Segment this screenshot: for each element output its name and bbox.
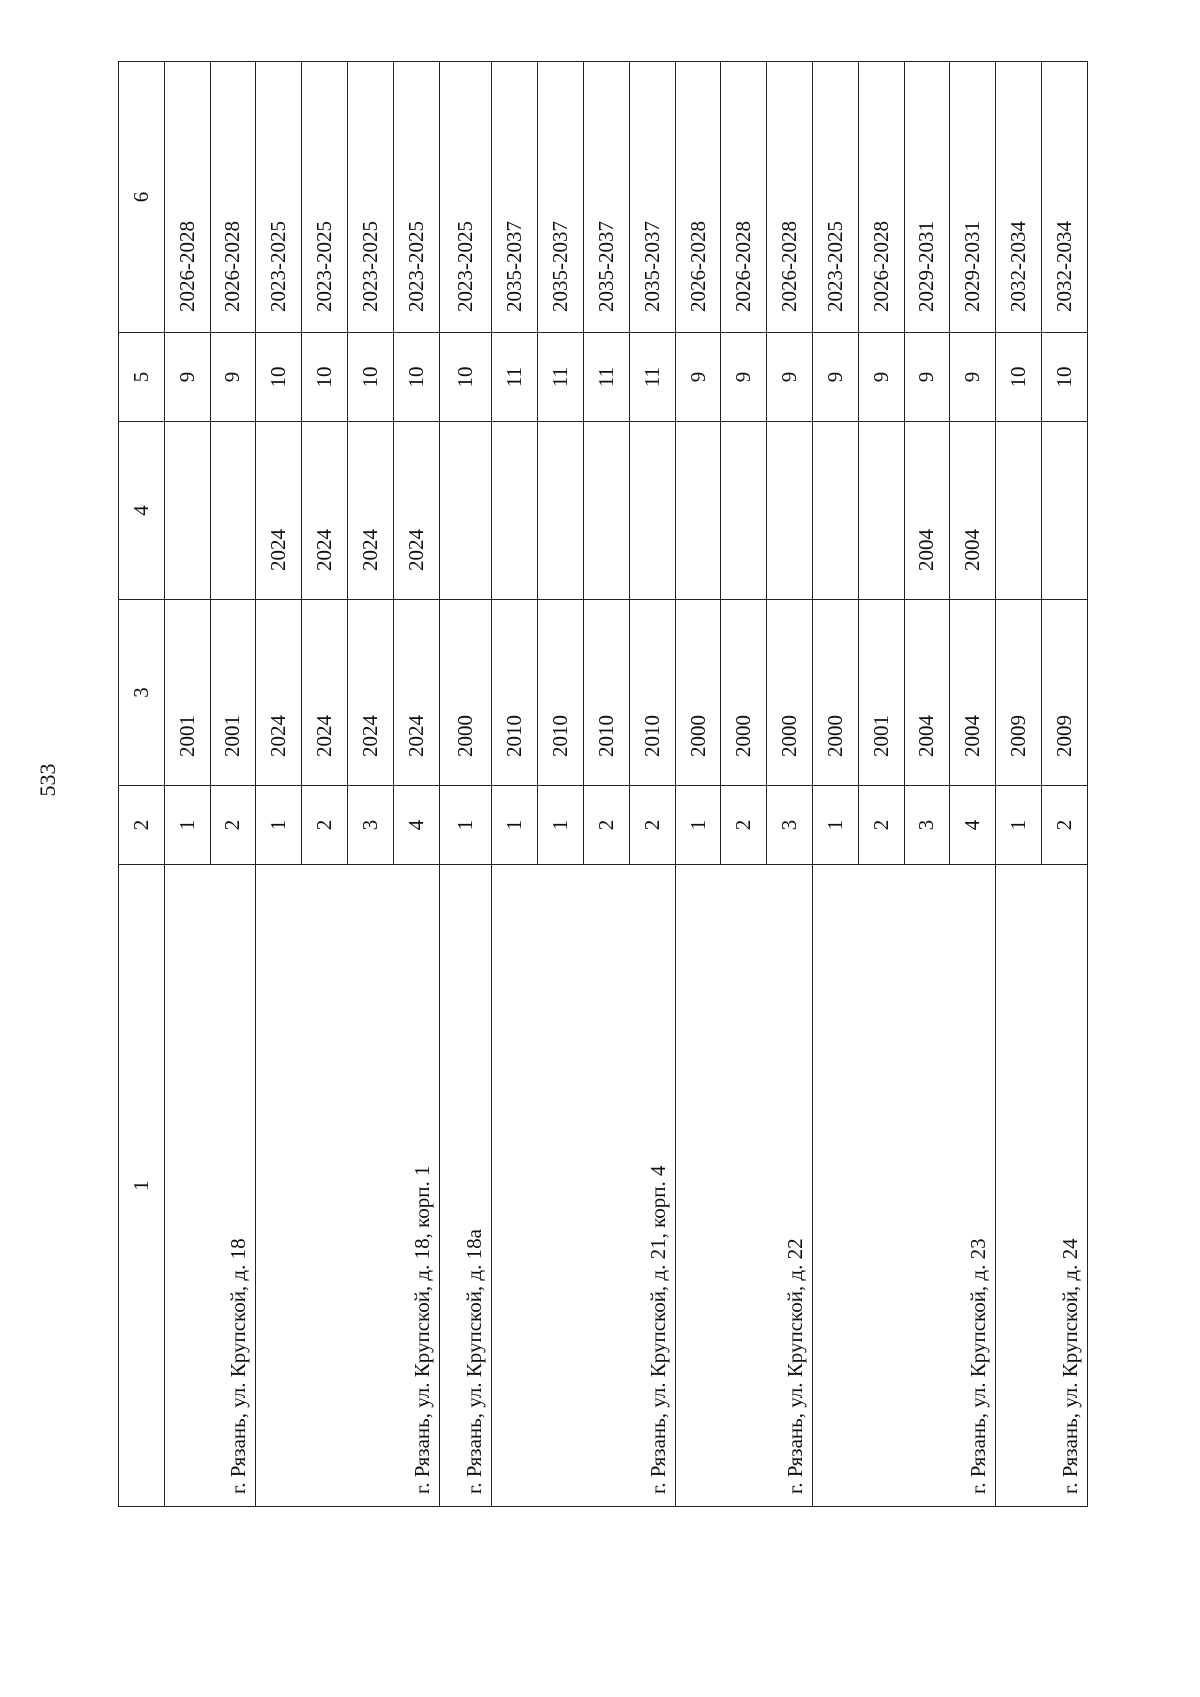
period-cell: 2026-2028	[721, 62, 767, 333]
col5-cell: 11	[492, 333, 538, 422]
col4-cell	[858, 422, 904, 600]
col5-cell: 10	[302, 333, 348, 422]
col5-cell: 9	[950, 333, 996, 422]
page-number: 533	[35, 763, 60, 797]
period-cell: 2035-2037	[492, 62, 538, 333]
col5-cell: 10	[996, 333, 1042, 422]
col4-cell	[164, 422, 210, 600]
col4-cell	[675, 422, 721, 600]
col3-cell: 2009	[1041, 600, 1087, 786]
header-cell: 5	[119, 333, 165, 422]
period-cell: 2023-2025	[302, 62, 348, 333]
number-cell: 1	[996, 786, 1042, 865]
address-cell: г. Рязань, ул. Крупской, д. 24	[996, 865, 1088, 1507]
number-cell: 1	[164, 786, 210, 865]
col5-cell: 9	[675, 333, 721, 422]
period-cell: 2026-2028	[675, 62, 721, 333]
number-cell: 2	[584, 786, 630, 865]
period-cell: 2032-2034	[996, 62, 1042, 333]
rotated-table-container	[118, 62, 1088, 1507]
number-cell: 2	[1041, 786, 1087, 865]
col4-cell	[813, 422, 859, 600]
number-cell: 1	[439, 786, 492, 865]
col4-cell	[629, 422, 675, 600]
address-cell: г. Рязань, ул. Крупской, д. 18, корп. 1	[256, 865, 439, 1507]
number-cell: 1	[492, 786, 538, 865]
col4-cell	[584, 422, 630, 600]
table-row	[256, 62, 302, 1507]
number-cell: 2	[721, 786, 767, 865]
period-cell: 2029-2031	[904, 62, 950, 333]
col4-cell: 2004	[950, 422, 996, 600]
col3-cell: 2010	[492, 600, 538, 786]
col5-cell: 9	[858, 333, 904, 422]
period-cell: 2023-2025	[813, 62, 859, 333]
table-row	[164, 62, 210, 1507]
col3-cell: 2024	[302, 600, 348, 786]
address-cell: г. Рязань, ул. Крупской, д. 22	[675, 865, 812, 1507]
address-cell: г. Рязань, ул. Крупской, д. 23	[813, 865, 996, 1507]
col5-cell: 11	[629, 333, 675, 422]
period-cell: 2026-2028	[164, 62, 210, 333]
col3-cell: 2000	[721, 600, 767, 786]
col5-cell: 9	[721, 333, 767, 422]
number-cell: 1	[813, 786, 859, 865]
number-cell: 1	[538, 786, 584, 865]
number-cell: 2	[858, 786, 904, 865]
col4-cell: 2024	[347, 422, 393, 600]
number-cell: 4	[950, 786, 996, 865]
col4-cell	[492, 422, 538, 600]
col3-cell: 2000	[813, 600, 859, 786]
period-cell: 2035-2037	[584, 62, 630, 333]
header-cell: 1	[119, 865, 165, 1507]
table-row	[675, 62, 721, 1507]
col3-cell: 2010	[584, 600, 630, 786]
number-cell: 3	[767, 786, 813, 865]
col4-cell	[439, 422, 492, 600]
col3-cell: 2000	[767, 600, 813, 786]
col4-cell	[767, 422, 813, 600]
col3-cell: 2009	[996, 600, 1042, 786]
header-cell: 3	[119, 600, 165, 786]
col3-cell: 2024	[347, 600, 393, 786]
header-cell: 4	[119, 422, 165, 600]
col5-cell: 9	[813, 333, 859, 422]
col3-cell: 2010	[629, 600, 675, 786]
col3-cell: 2004	[904, 600, 950, 786]
period-cell: 2026-2028	[767, 62, 813, 333]
col3-cell: 2001	[210, 600, 256, 786]
table-row	[439, 62, 492, 1507]
col4-cell	[538, 422, 584, 600]
col3-cell: 2004	[950, 600, 996, 786]
period-cell: 2026-2028	[858, 62, 904, 333]
number-cell: 3	[904, 786, 950, 865]
number-cell: 1	[675, 786, 721, 865]
number-cell: 1	[256, 786, 302, 865]
number-cell: 2	[629, 786, 675, 865]
col4-cell: 2024	[302, 422, 348, 600]
period-cell: 2023-2025	[439, 62, 492, 333]
col3-cell: 2010	[538, 600, 584, 786]
header-cell: 2	[119, 786, 165, 865]
address-cell: г. Рязань, ул. Крупской, д. 21, корп. 4	[492, 865, 675, 1507]
col5-cell: 10	[256, 333, 302, 422]
col4-cell: 2004	[904, 422, 950, 600]
col5-cell: 10	[1041, 333, 1087, 422]
data-table	[118, 61, 1088, 1507]
col3-cell: 2024	[256, 600, 302, 786]
number-cell: 3	[347, 786, 393, 865]
col5-cell: 10	[439, 333, 492, 422]
number-cell: 2	[302, 786, 348, 865]
period-cell: 2035-2037	[629, 62, 675, 333]
table-row	[996, 62, 1042, 1507]
period-cell: 2035-2037	[538, 62, 584, 333]
col4-cell	[721, 422, 767, 600]
col3-cell: 2001	[164, 600, 210, 786]
col5-cell: 9	[164, 333, 210, 422]
col5-cell: 11	[584, 333, 630, 422]
header-row	[119, 62, 165, 1507]
col5-cell: 11	[538, 333, 584, 422]
col3-cell: 2000	[439, 600, 492, 786]
address-cell: г. Рязань, ул. Крупской, д. 18а	[439, 865, 492, 1507]
col4-cell	[996, 422, 1042, 600]
col5-cell: 10	[393, 333, 439, 422]
col3-cell: 2001	[858, 600, 904, 786]
col5-cell: 9	[210, 333, 256, 422]
col3-cell: 2024	[393, 600, 439, 786]
period-cell: 2032-2034	[1041, 62, 1087, 333]
period-cell: 2023-2025	[347, 62, 393, 333]
address-cell: г. Рязань, ул. Крупской, д. 18	[164, 865, 256, 1507]
col4-cell	[210, 422, 256, 600]
col5-cell: 9	[904, 333, 950, 422]
table-row	[813, 62, 859, 1507]
col4-cell	[1041, 422, 1087, 600]
col5-cell: 10	[347, 333, 393, 422]
period-cell: 2023-2025	[393, 62, 439, 333]
col4-cell: 2024	[393, 422, 439, 600]
period-cell: 2023-2025	[256, 62, 302, 333]
number-cell: 4	[393, 786, 439, 865]
period-cell: 2029-2031	[950, 62, 996, 333]
table-row	[492, 62, 538, 1507]
header-cell: 6	[119, 62, 165, 333]
col3-cell: 2000	[675, 600, 721, 786]
col5-cell: 9	[767, 333, 813, 422]
number-cell: 2	[210, 786, 256, 865]
col4-cell: 2024	[256, 422, 302, 600]
period-cell: 2026-2028	[210, 62, 256, 333]
